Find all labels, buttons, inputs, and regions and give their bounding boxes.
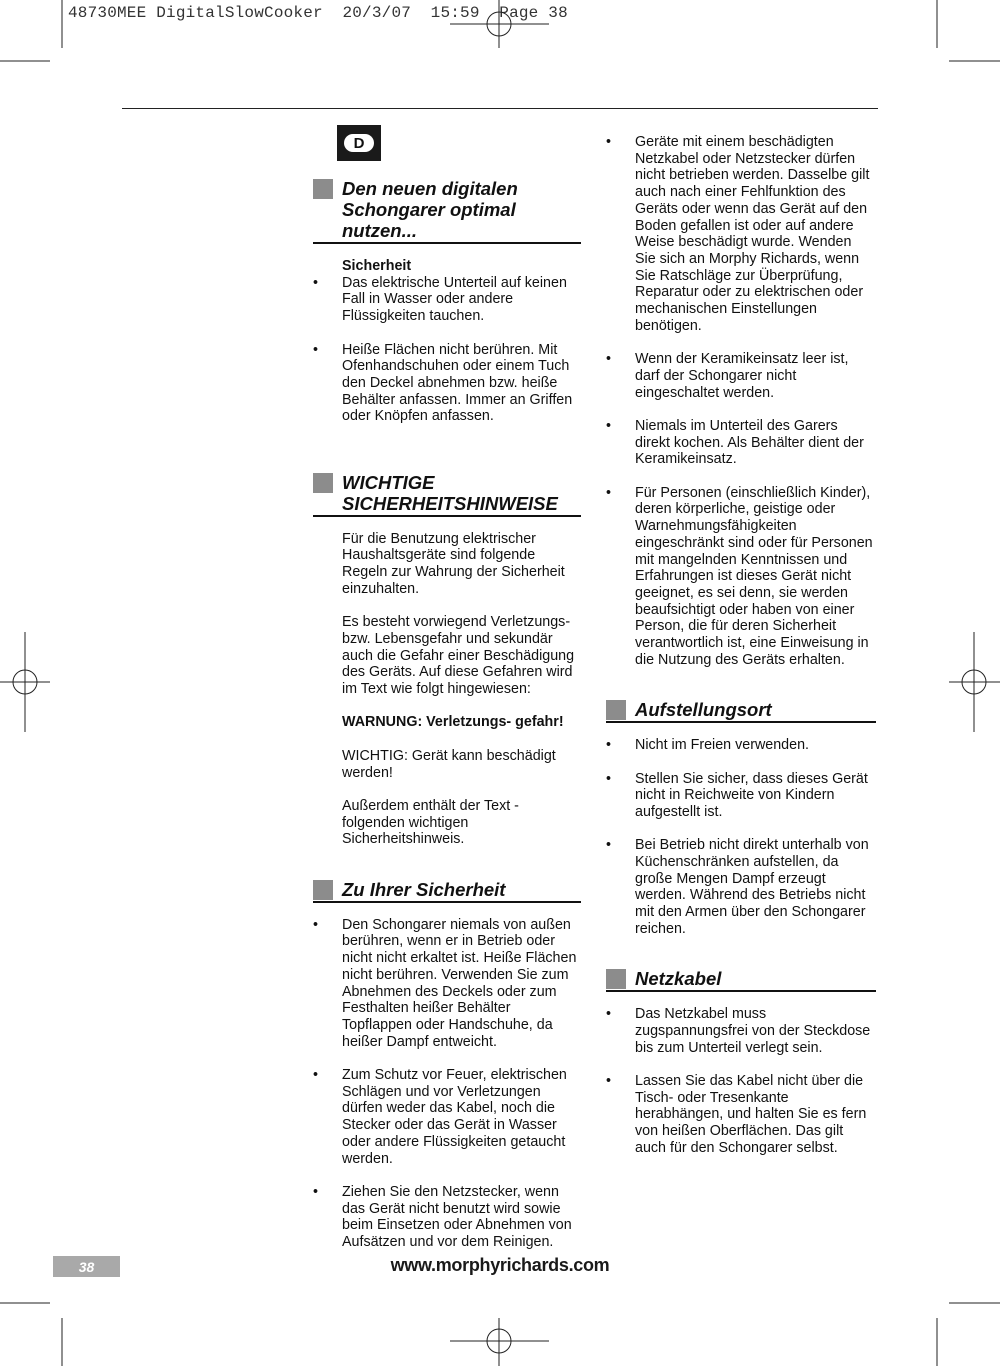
right-column [606,134,876,1173]
list-item: • Lassen Sie das Kabel nicht über die Tisch- oder Tresenkante herabhängen, und halten Sie es fern von heißen Oberflächen. Das gilt auch für den Schongarer selbst. [606,1073,876,1157]
top-rule [122,108,878,109]
heading-square-icon [313,473,333,493]
list-item: • Ziehen Sie den Netzstecker, wenn das Gerät nicht benutzt wird sowie beim Einsetzen oder Abnehmen von Aufsätzen und vor dem Reinigen. [313,1184,581,1251]
list-item: • Den Schongarer niemals von außen berühren, wenn er in Betrieb oder nicht nicht erkaltet ist. Heiße Flächen nicht berühren. Verwenden Sie zum Abnehmen des Deckels oder zum Festhalten heißer Behälter Topflappen oder Handschuhe, da heißer Dampf entweicht. [313,917,581,1051]
page-number: 38 [53,1256,120,1277]
section-heading: Den neuen digitalen Schongarer optimal nutzen... [313,178,581,244]
list-item: • Zum Schutz vor Feuer, elektrischen Schlägen und vor Verletzungen dürfen weder das Kabel, noch die Stecker oder das Gerät in Wasser oder andere Flüssigkeiten getaucht werden. [313,1067,581,1167]
paragraph: Außerdem enthält der Text - folgenden wichtigen Sicherheitshinweis. [342,797,519,848]
language-code: D [344,134,374,152]
print-slug-header: 48730MEE DigitalSlowCooker 20/3/07 15:59 Page 38 [68,4,568,22]
website-link[interactable]: www.morphyrichards.com [390,1255,610,1275]
list-item: • Niemals im Unterteil des Garers direkt kochen. Als Behälter dient der Keramikeinsatz. [606,418,876,468]
left-column [313,178,581,1267]
warning-text: WARNUNG: Verletzungs- gefahr! [342,714,564,731]
list-item: • Heiße Flächen nicht berühren. Mit Ofenhandschuhen oder einem Tuch den Deckel abnehmen bzw. heiße Behälter anfassen. Immer an Griffen oder Knöpfen anfassen. [313,342,581,426]
paragraph: Für die Benutzung elektrischer Haushaltsgeräte sind folgende Regeln zur Wahrung der Sicherheit einzuhalten. [342,530,565,597]
language-badge [337,125,381,161]
heading-square-icon [313,179,333,199]
list-item: • Bei Betrieb nicht direkt unterhalb von Küchenschränken aufstellen, da große Mengen Dampf erzeugt werden. Während des Betriebs nicht mit den Armen über den Schongarer reichen. [606,837,876,937]
heading-square-icon [606,700,626,720]
paragraph: Es besteht vorwiegend Verletzungs- bzw. Lebensgefahr und sekundär auch die Gefahr einer Beschädigung des Geräts. Auf diese Gefahren wird im Text wie folgt hingewiesen: [342,614,575,698]
list-item: • Wenn der Keramikeinsatz leer ist, darf der Schongarer nicht eingeschaltet werden. [606,351,876,401]
heading-square-icon [606,969,626,989]
section-heading: WICHTIGE SICHERHEITSHINWEISE [313,472,581,517]
paragraph: WICHTIG: Gerät kann beschädigt werden! [342,747,556,781]
section-heading: Zu Ihrer Sicherheit [313,879,581,903]
list-item: • Stellen Sie sicher, dass dieses Gerät nicht in Reichweite von Kindern aufgestellt ist. [606,771,876,821]
list-item: • Geräte mit einem beschädigten Netzkabel oder Netzstecker dürfen nicht betrieben werden. Dasselbe gilt auch nach einer Fehlfunktion des Geräts oder wenn das Gerät auf den Boden gefallen ist oder auf andere Weise beschädigt wurde. Wenden Sie sich an Morphy Richards, wenn Sie Ratschläge zur Überprüfung, Reparatur oder zu elektrischen oder mechanischen Einstellungen benötigen. [606,134,876,334]
list-item: • Das elektrische Unterteil auf keinen Fall in Wasser oder andere Flüssigkeiten tauchen. [313,275,581,325]
heading-square-icon [313,880,333,900]
list-item: • Für Personen (einschließlich Kinder), deren körperliche, geistige oder Warnehmungsfähigkeiten eingeschränkt sind oder für Personen mit mangelnden Kenntnissen und Erfahrungen ist dieses Gerät nicht geeignet, es sei denn, sie werden beaufsichtigt oder haben von einer Person, die für deren Sicherheit verantwortlich ist, eine Einweisung in die Nutzung des Geräts erhalten. [606,485,876,669]
subheading-sicherheit: Sicherheit [342,258,412,274]
section-heading: Netzkabel [606,968,876,992]
list-item: • Das Netzkabel muss zugspannungsfrei von der Steckdose bis zum Unterteil verlegt sein. [606,1006,876,1056]
list-item: • Nicht im Freien verwenden. [606,737,876,754]
section-heading: Aufstellungsort [606,699,876,723]
